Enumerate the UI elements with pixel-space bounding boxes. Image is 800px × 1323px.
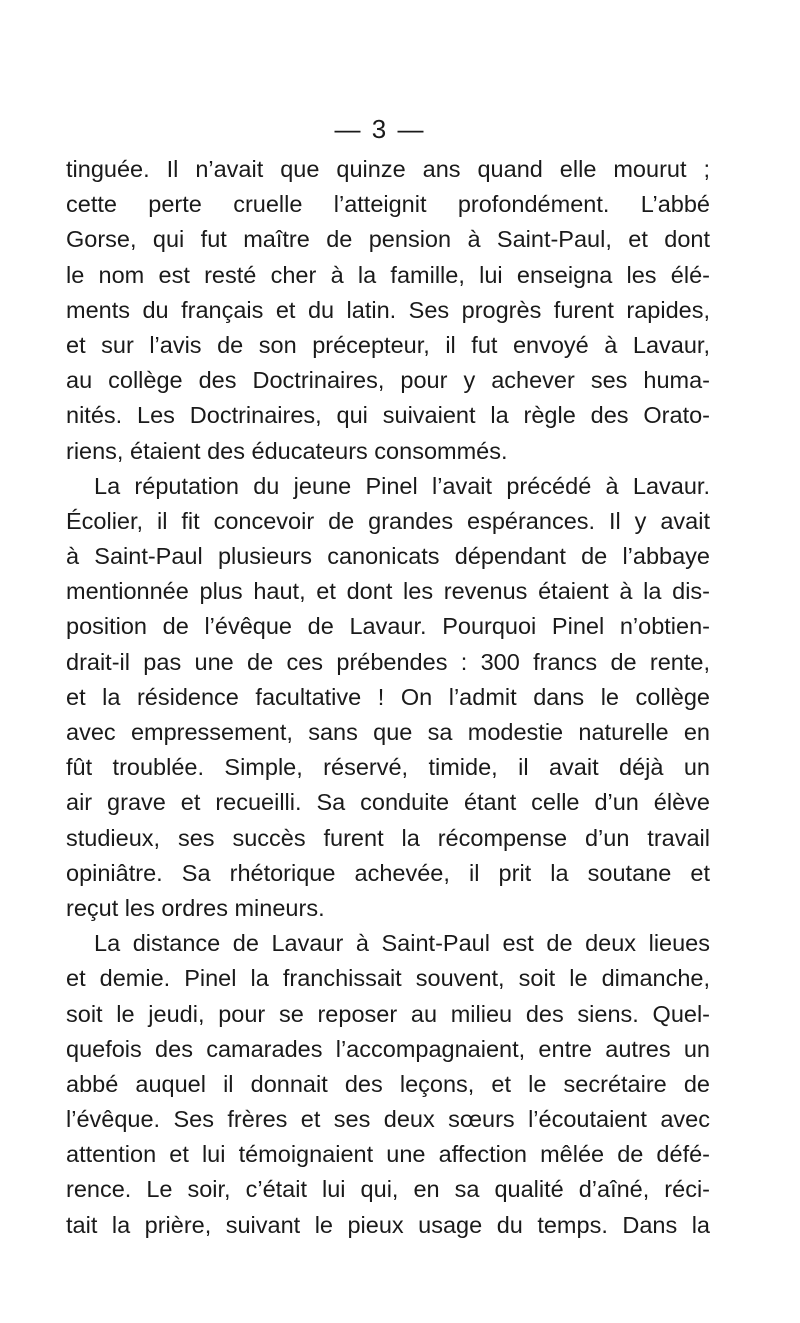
text-line: attention et lui témoignaient une affection mêlée de défé- [66,1141,710,1168]
text-line: rence. Le soir, c’était lui qui, en sa qualité d’aîné, réci- [66,1176,710,1203]
text-line: reçut les ordres mineurs. [66,894,325,921]
text-line: quefois des camarades l’accompagnaient, entre autres un [66,1035,710,1062]
text-line: et la résidence facultative ! On l’admit dans le collège [66,683,710,710]
text-line: fût troublée. Simple, réservé, timide, il avait déjà un [66,754,710,781]
text-line: air grave et recueilli. Sa conduite étant celle d’un élève [66,789,710,816]
page-number: — 3 — [334,114,426,144]
text-line: le nom est resté cher à la famille, lui enseigna les élé- [66,261,710,288]
text-line: riens, étaient des éducateurs consommés. [66,437,508,464]
text-line: position de l’évêque de Lavaur. Pourquoi Pinel n’obtien- [66,613,710,640]
text-line: nités. Les Doctrinaires, qui suivaient la règle des Orato- [66,402,710,429]
text-line: soit le jeudi, pour se reposer au milieu des siens. Quel- [66,1000,710,1027]
text-line: à Saint-Paul plusieurs canonicats dépendant de l’abbaye [66,543,710,570]
text-line: cette perte cruelle l’atteignit profondément. L’abbé [66,191,710,218]
text-line: au collège des Doctrinaires, pour y achever ses huma- [66,367,710,394]
text-line: avec empressement, sans que sa modestie naturelle en [66,719,710,745]
text-line: La distance de Lavaur à Saint-Paul est de deux lieues [94,930,710,957]
body-text [66,152,710,1243]
text-line: tait la prière, suivant le pieux usage du temps. Dans la [66,1211,710,1238]
text-line: ments du français et du latin. Ses progrès furent rapides, [66,296,710,323]
text-line: l’évêque. Ses frères et ses deux sœurs l’écoutaient avec [66,1106,710,1133]
text-line: Gorse, qui fut maître de pension à Saint-Paul, et dont [66,226,710,253]
text-line: opiniâtre. Sa rhétorique achevée, il prit la soutane et [66,859,710,886]
text-line: et demie. Pinel la franchissait souvent, soit le dimanche, [66,965,710,992]
text-line: Écolier, il fit concevoir de grandes espérances. Il y avait [66,507,710,534]
text-line: studieux, ses succès furent la récompense d’un travail [66,824,710,851]
text-line: mentionnée plus haut, et dont les revenus étaient à la dis- [66,578,710,605]
text-line: abbé auquel il donnait des leçons, et le secrétaire de [66,1070,710,1097]
text-line: tinguée. Il n’avait que quinze ans quand elle mourut ; [66,156,710,182]
text-line: et sur l’avis de son précepteur, il fut envoyé à Lavaur, [66,331,710,358]
text-line: drait-il pas une de ces prébendes : 300 francs de rente, [66,648,710,675]
text-line: La réputation du jeune Pinel l’avait précédé à Lavaur. [94,472,710,499]
